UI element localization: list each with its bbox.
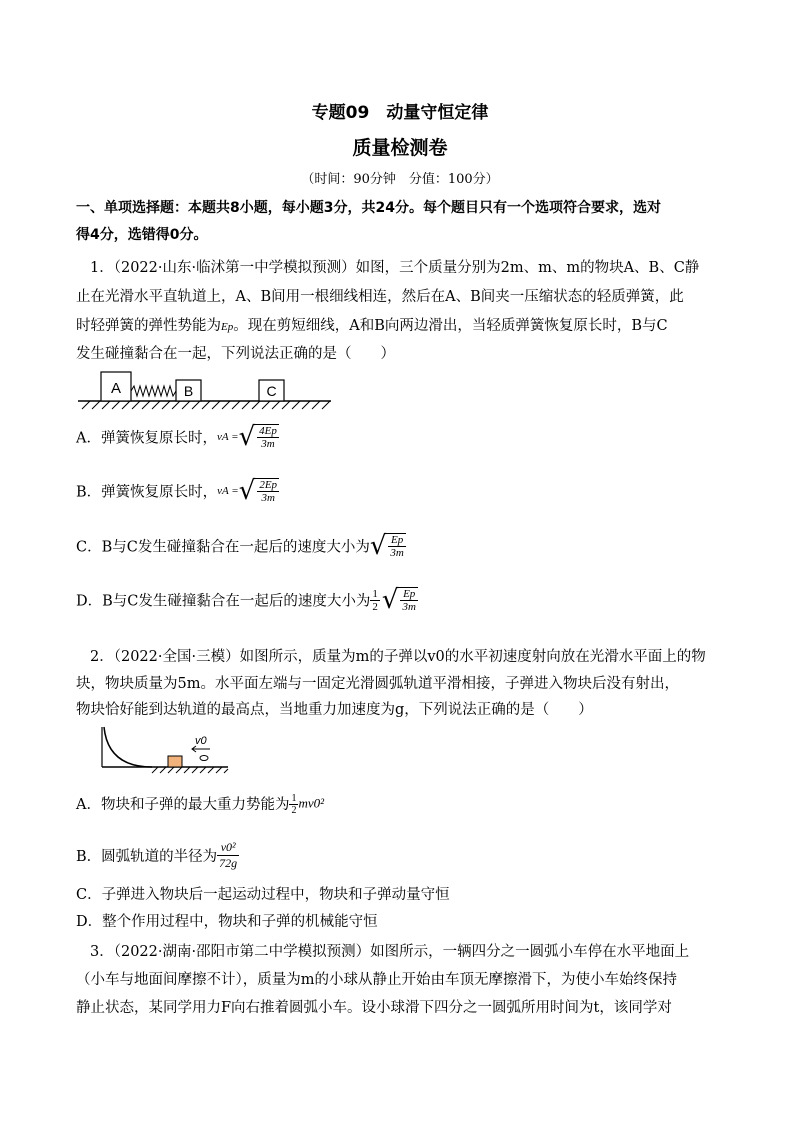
q1-option-b-text: B．弹簧恢复原长时， (76, 484, 218, 501)
q2-option-a-text: A．物块和子弹的最大重力势能为 (76, 797, 290, 813)
exam-meta: （时间：90分钟 分值：100分） (301, 172, 499, 187)
page-subtitle: 质量检测卷 (352, 137, 448, 159)
q1-line-2: 止在光滑水平直轨道上，A、B间用一根细线相连，然后在A、B间夹一压缩状态的轻质弹簧，此 (76, 289, 684, 305)
q1-line-3b: 。现在剪短细线，A和B向两边滑出，当轻质弹簧恢复原长时，B与C (233, 318, 668, 334)
q1-option-b-den: 3m (261, 492, 275, 504)
q2-option-a-frac-num: 1 (291, 793, 297, 804)
q1-option-c-num: Ep (388, 534, 405, 547)
q1-ep-symbol: Ep (221, 321, 234, 333)
q2-line-1: 2．（2022·全国·三模）如图所示，质量为m的子弹以v0的水平初速度射向放在光滑水平面上的物 (90, 649, 706, 665)
q2-option-b-num: v0² (217, 840, 239, 856)
q1-option-d-coef-den: 2 (372, 600, 378, 613)
q2-line-3: 物块恰好能到达轨道的最高点，当地重力加速度为g，下列说法正确的是（ ） (76, 702, 593, 718)
q1-option-d-coef-num: 1 (372, 587, 378, 600)
q1-option-d-num: Ep (400, 588, 417, 601)
q1-option-b-lhs: vA = (217, 485, 239, 497)
q1-figure-blocks-spring (76, 368, 336, 412)
block-b-label: B (183, 383, 194, 399)
q2-line-2: 块，物块质量为5m。水平面左端与一固定光滑圆弧轨道平滑相接，子弹进入物块后没有射出， (76, 676, 679, 692)
q2-option-a (76, 793, 324, 816)
q1-option-b-num: 2Ep (259, 479, 278, 491)
q2-option-b-den: 72g (219, 856, 238, 870)
q1-option-c-den: 3m (390, 547, 404, 559)
q1-option-a-lhs: vA = (216, 431, 239, 443)
block-c-label: C (266, 383, 277, 399)
q2-figure-arc-track (100, 725, 260, 775)
v0-label: v0 (195, 735, 207, 747)
q1-option-a-den: 3m (261, 438, 275, 450)
section-heading-line-2: 得4分，选错得0分。 (76, 227, 208, 243)
q1-line-4: 发生碰撞黏合在一起，下列说法正确的是（ ） (76, 346, 395, 362)
q1-option-d: D．B与C发生碰撞黏合在一起后的速度大小为 $\frac{1}{2}$ √ $\frac{Ep}{3m}$ (76, 585, 416, 615)
q1-line-3a: 时轻弹簧的弹性势能为 (76, 318, 221, 334)
q3-line-1: 3．（2022·湖南·邵阳市第二中学模拟预测）如图所示，一辆四分之一圆弧小车停在水平地面上 (90, 944, 690, 960)
q1-option-a-num: 4Ep (259, 425, 277, 437)
q1-option-d-den: 3m (402, 601, 416, 613)
bullet (200, 756, 208, 761)
q1-line-3 (76, 314, 668, 335)
q2-option-b (76, 840, 239, 871)
q1-option-b: B．弹簧恢复原长时，vA =√ $\frac{2Ep}{3m}$ (76, 476, 278, 506)
arc-track (104, 727, 152, 767)
section-heading-line-1: 一、单项选择题：本题共8小题，每小题3分，共24分。每个题目只有一个选项符合要求，选对 (76, 200, 661, 216)
spring (131, 386, 176, 396)
block-a-label: A (110, 380, 122, 397)
q1-option-c: C．B与C发生碰撞黏合在一起后的速度大小为√ $\frac{Ep}{3m}$ (76, 531, 404, 561)
q2-option-d: D．整个作用过程中，物块和子弹的机械能守恒 (76, 914, 378, 930)
q2-option-b-text: B．圆弧轨道的半径为 (76, 849, 218, 865)
q1-option-a: A．弹簧恢复原长时，vA =√ $\frac{4Ep}{3m}$ (76, 422, 277, 452)
block (168, 756, 182, 767)
q3-line-3: 静止状态，某同学用力F向右推着圆弧小车。设小球滑下四分之一圆弧所用时间为t，该同学对 (76, 1000, 672, 1016)
q3-line-2: （小车与地面间摩擦不计），质量为m的小球从静止开始由车顶无摩擦滑下，为使小车始终保持 (76, 972, 677, 988)
q1-option-d-text: D．B与C发生碰撞黏合在一起后的速度大小为 (76, 593, 371, 610)
q2-option-c: C．子弹进入物块后一起运动过程中，物块和子弹动量守恒 (76, 887, 450, 903)
q1-option-c-text: C．B与C发生碰撞黏合在一起后的速度大小为 (76, 539, 370, 556)
q2-option-a-tail: mv0² (298, 795, 325, 811)
q1-line-1: 1．（2022·山东·临沭第一中学模拟预测）如图，三个质量分别为2m、m、m的物块A、B、C静 (90, 260, 700, 276)
page-title: 专题09 动量守恒定律 (311, 103, 489, 123)
q1-option-a-text: A．弹簧恢复原长时， (76, 430, 217, 447)
q2-option-a-frac-den: 2 (291, 805, 297, 816)
